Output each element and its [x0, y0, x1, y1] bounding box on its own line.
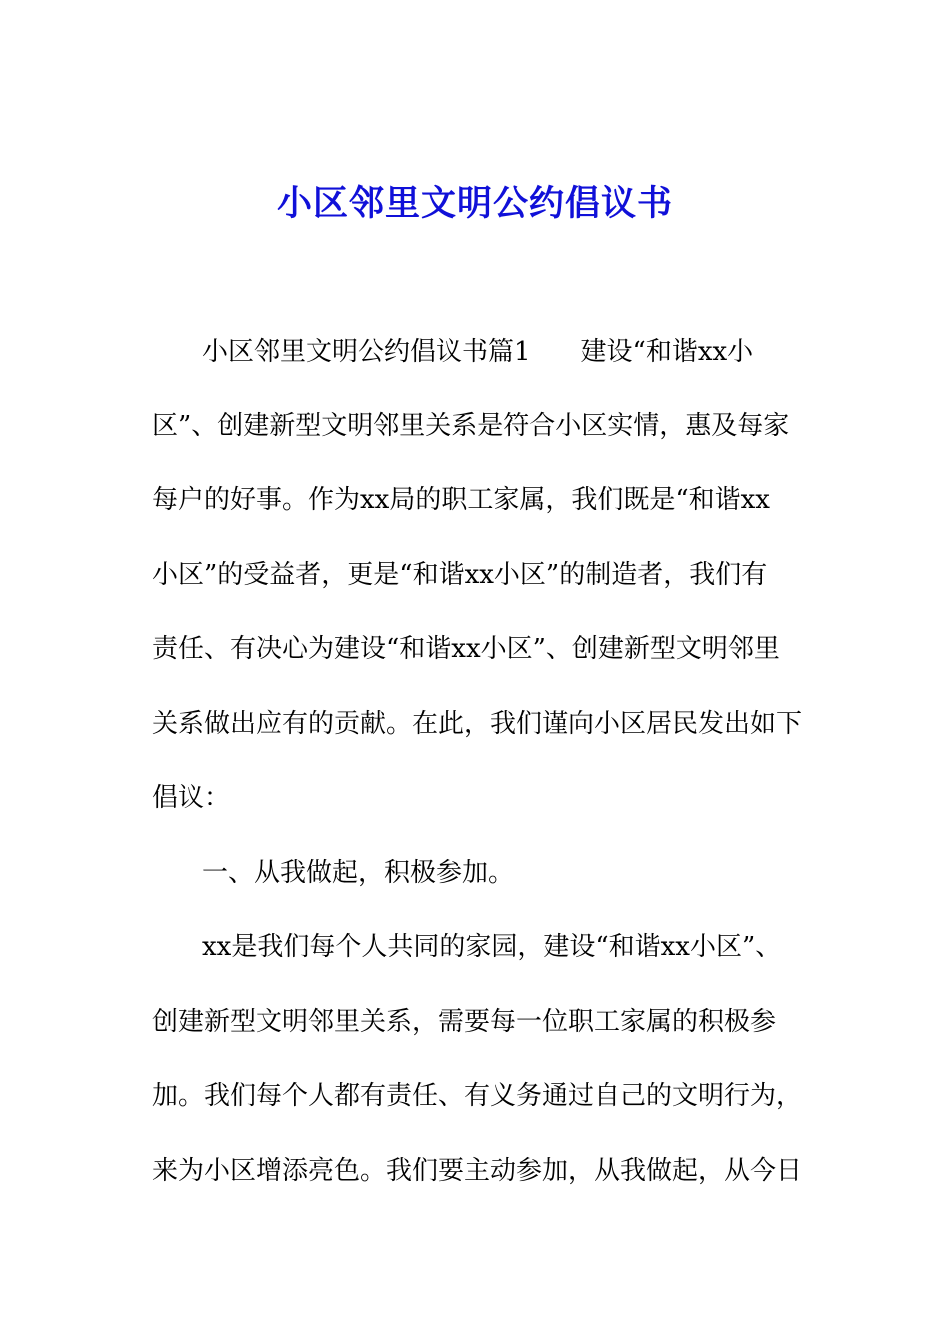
paragraph-line: 来为小区增添亮色。我们要主动参加，从我做起，从今日: [152, 1156, 803, 1186]
section-heading: 一、从我做起，积极参加。: [202, 858, 515, 888]
paragraph-line: 责任、有决心为建设“和谐xx小区”、创建新型文明邻里: [152, 634, 780, 664]
paragraph-line: 倡议：: [152, 783, 231, 813]
paragraph-line: 每户的好事。作为xx局的职工家属，我们既是“和谐xx: [152, 485, 770, 515]
paragraph-line: 加。我们每个人都有责任、有义务通过自己的文明行为，: [152, 1081, 803, 1111]
line-text: 小区邻里文明公约倡议书篇1: [202, 337, 531, 367]
line-text: 建设“和谐xx小: [580, 337, 754, 367]
paragraph-line: [202, 330, 812, 374]
paragraph-line: 关系做出应有的贡献。在此，我们谨向小区居民发出如下: [152, 709, 803, 739]
document-title: 小区邻里文明公约倡议书: [276, 183, 673, 224]
paragraph-line: xx是我们每个人共同的家园，建设“和谐xx小区”、: [202, 932, 782, 962]
paragraph-line: 创建新型文明邻里关系，需要每一位职工家属的积极参: [152, 1007, 777, 1037]
paragraph-line: 小区”的受益者，更是“和谐xx小区”的制造者，我们有: [152, 560, 768, 590]
paragraph-line: 区”、创建新型文明邻里关系是符合小区实情，惠及每家: [152, 411, 790, 441]
